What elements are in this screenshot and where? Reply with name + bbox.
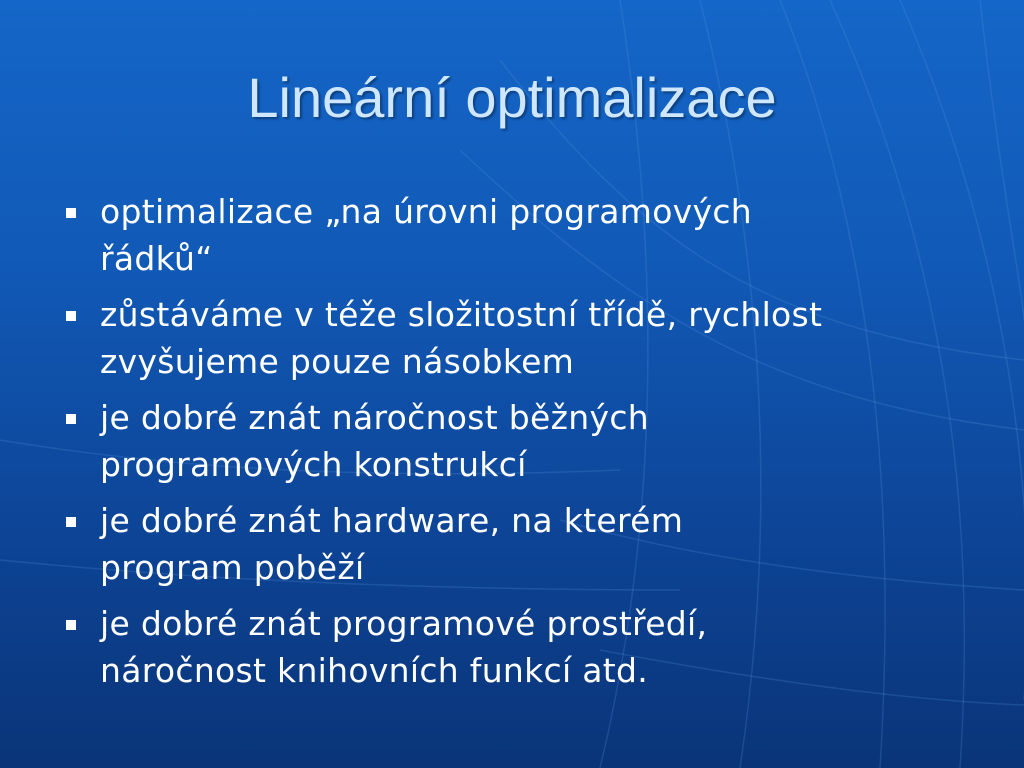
bullet-text — [100, 600, 707, 694]
bullet-text — [100, 394, 649, 488]
bullet-line: je dobré znát hardware, na kterém — [100, 501, 684, 540]
square-bullet-icon — [60, 394, 100, 444]
bullet-text — [100, 291, 822, 385]
bullet-text — [100, 497, 683, 591]
list-item — [60, 188, 980, 282]
bullet-line: zvyšujeme pouze násobkem — [100, 342, 575, 381]
square-bullet-icon — [60, 600, 100, 650]
bullet-list — [60, 188, 980, 703]
square-bullet-icon — [60, 291, 100, 341]
bullet-line: je dobré znát náročnost běžných — [100, 398, 649, 437]
bullet-line: zůstáváme v téže složitostní třídě, rychlost — [100, 295, 823, 334]
bullet-line: optimalizace „na úrovni programových — [100, 192, 752, 231]
slide-title: Lineární optimalizace — [247, 66, 777, 129]
list-item — [60, 291, 980, 385]
bullet-line: řádků“ — [100, 239, 213, 278]
bullet-line: program poběží — [100, 548, 365, 587]
square-bullet-icon — [60, 188, 100, 238]
square-bullet-icon — [60, 497, 100, 547]
list-item — [60, 394, 980, 488]
list-item — [60, 497, 980, 591]
list-item — [60, 600, 980, 694]
bullet-line: programových konstrukcí — [100, 445, 527, 484]
bullet-text — [100, 188, 752, 282]
bullet-line: náročnost knihovních funkcí atd. — [100, 651, 649, 690]
bullet-line: je dobré znát programové prostředí, — [100, 604, 708, 643]
